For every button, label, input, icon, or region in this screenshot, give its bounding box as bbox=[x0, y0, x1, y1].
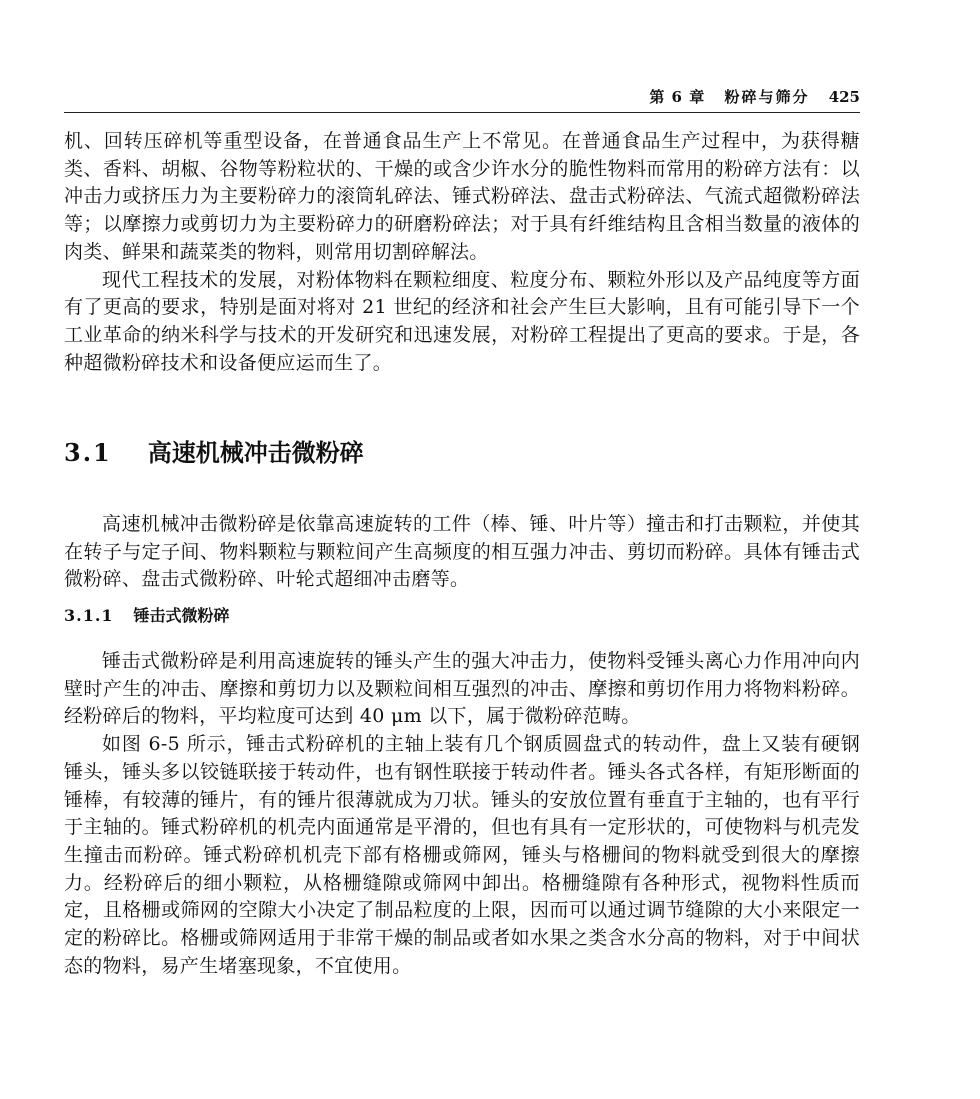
subsection-paragraph-2: 如图 6-5 所示，锤击式粉碎机的主轴上装有几个钢质圆盘式的转动件，盘上又装有硬钢锤头，锤头多以铰链联接于转动件，也有钢性联接于转动件者。锤头各式各样，有矩形断面的锤棒，有较薄的锤片，有的锤片很薄就成为刀状。锤头的安放位置有垂直于主轴的，也有平行于主轴的。锤式粉碎机的机壳内面通常是平滑的，但也有具有一定形状的，可使物料与机壳发生撞击而粉碎。锤式粉碎机机壳下部有格栅或筛网，锤头与格栅间的物料就受到很大的摩擦力。经粉碎后的细小颗粒，从格栅缝隙或筛网中卸出。格栅缝隙有各种形式，视物料性质而定，且格栅或筛网的空隙大小决定了制品粒度的上限，因而可以通过调节缝隙的大小来限定一定的粉碎比。格栅或筛网适用于非常干燥的制品或者如水果之类含水分高的物料，对于中间状态的物料，易产生堵塞现象，不宜使用。 bbox=[64, 733, 860, 977]
subsection-title: 锤击式微粉碎 bbox=[133, 606, 230, 625]
section-heading-3-1 bbox=[64, 438, 364, 468]
section-3-1-1-text bbox=[64, 648, 860, 980]
section-number: 3.1 bbox=[64, 438, 112, 467]
subsection-heading-3-1-1 bbox=[64, 604, 230, 628]
section-title: 高速机械冲击微粉碎 bbox=[147, 438, 364, 467]
page-number: 425 bbox=[828, 88, 860, 106]
section-3-1-text bbox=[64, 511, 860, 594]
intro-paragraph-1: 机、回转压碎机等重型设备，在普通食品生产上不常见。在普通食品生产过程中，为获得糖类、香料、胡椒、谷物等粉粒状的、干燥的或含少许水分的脆性物料而常用的粉碎方法有：以冲击力或挤压力为主要粉碎力的滚筒轧碎法、锤式粉碎法、盘击式粉碎法、气流式超微粉碎法等；以摩擦力或剪切力为主要粉碎力的研磨粉碎法；对于具有纤维结构且含相当数量的液体的肉类、鲜果和蔬菜类的物料，则常用切割碎解法。 bbox=[64, 130, 860, 263]
intro-paragraph-2: 现代工程技术的发展，对粉体物料在颗粒细度、粒度分布、颗粒外形以及产品纯度等方面有了更高的要求，特别是面对将对 21 世纪的经济和社会产生巨大影响，且有可能引导下一个工业革命的纳米科学与技术的开发研究和迅速发展，对粉碎工程提出了更高的要求。于是，各种超微粉碎技术和设备便应运而生了。 bbox=[64, 268, 860, 374]
intro-text bbox=[64, 128, 860, 377]
running-header bbox=[64, 84, 860, 113]
section-3-1-paragraph: 高速机械冲击微粉碎是依靠高速旋转的工件（棒、锤、叶片等）撞击和打击颗粒，并使其在转子与定子间、物料颗粒与颗粒间产生高频度的相互强力冲击、剪切而粉碎。具体有锤击式微粉碎、盘击式微粉碎、叶轮式超细冲击磨等。 bbox=[64, 513, 860, 591]
subsection-paragraph-1: 锤击式微粉碎是利用高速旋转的锤头产生的强大冲击力，使物料受锤头离心力作用冲向内壁时产生的冲击、摩擦和剪切力以及颗粒间相互强烈的冲击、摩擦和剪切作用力将物料粉碎。经粉碎后的物料，平均粒度可达到 40 μm 以下，属于微粉碎范畴。 bbox=[64, 650, 860, 728]
chapter-title: 粉碎与筛分 bbox=[724, 88, 810, 106]
chapter-label: 第 6 章 bbox=[649, 88, 706, 106]
subsection-number: 3.1.1 bbox=[64, 606, 114, 625]
